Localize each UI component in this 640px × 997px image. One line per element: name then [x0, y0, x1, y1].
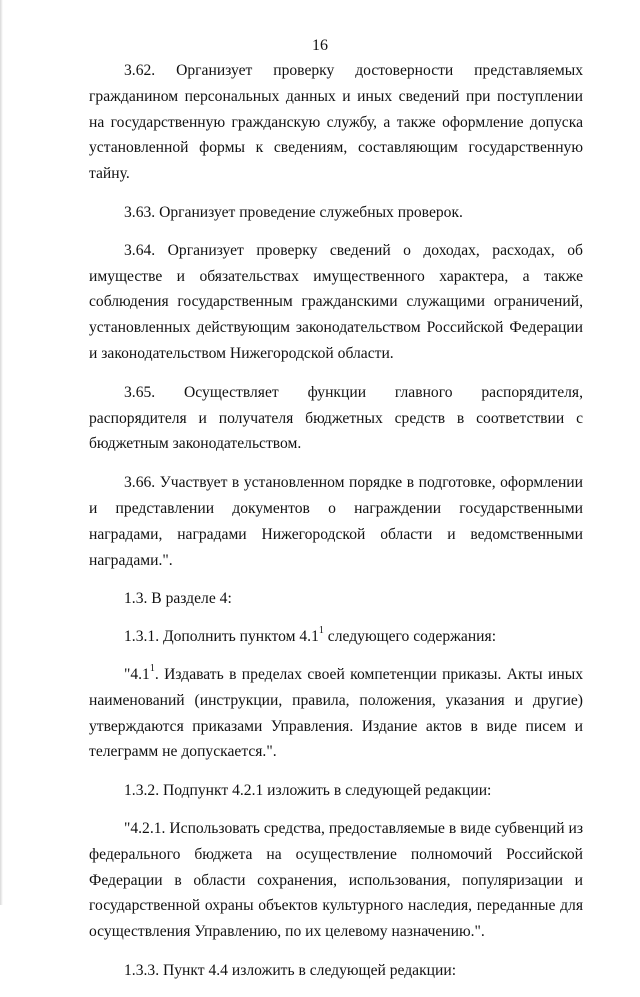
paragraph-4-1-1-lead: "4.1 [124, 665, 150, 683]
paragraph-1-3-3: 1.3.3. Пункт 4.4 изложить в следующей редакции: [124, 961, 457, 979]
superscript-marker: 1 [149, 662, 155, 674]
document-body [89, 58, 583, 997]
paragraph-1-3-2: 1.3.2. Подпункт 4.2.1 изложить в следующей редакции: [124, 782, 492, 800]
paragraph-3-62: 3.62. Организует проверку достоверности представляемых гражданином персональных данных и иных сведений при поступлении на государственную гражданскую службу, а также оформление допуска установленной формы к сведениям, составляющим государственную тайну. [89, 62, 583, 183]
scan-edge-shadow [0, 0, 3, 905]
paragraph-3-65: 3.65. Осуществляет функции главного распорядителя, распорядителя и получателя бюджетных средств в соответствии с бюджетным законодательством. [89, 383, 583, 453]
paragraph-3-66: 3.66. Участвует в установленном порядке в подготовке, оформлении и представлении документов о награждении государственными наградами, наградами Нижегородской области и ведомственными наградами.". [89, 474, 583, 569]
paragraph-1-3-1-text: 1.3.1. Дополнить пунктом 4.1 [124, 628, 319, 646]
paragraph-4-2-1: "4.2.1. Использовать средства, предоставляемые в виде субвенций из федерального бюджета на осуществление полномочий Российской Федерации в области сохранения, использования, популяризации и государственной охраны объектов культурного наследия, переданные для осуществления Управлению, по их целевому назначению.". [89, 819, 583, 941]
paragraph-1-3-1-tail: следующего содержания: [323, 628, 497, 646]
paragraph-3-63: 3.63. Организует проведение служебных проверок. [124, 203, 463, 221]
paragraph-1-3-1 [89, 624, 583, 650]
page-number: 16 [312, 37, 328, 54]
paragraph-3-64: 3.64. Организует проверку сведений о доходах, расходах, об имуществе и обязательствах имущественного характера, а также соблюдения государственным гражданскими служащими ограничений, установленных действующим законодательством Российской Федерации и законодательством Нижегородской области. [89, 241, 583, 362]
paragraph-1-3: 1.3. В разделе 4: [124, 590, 232, 608]
superscript-marker: 1 [318, 624, 324, 636]
paragraph-4-1-1-text: . Издавать в пределах своей компетенции приказы. Акты иных наименований (инструкции, правила, положения, указания и другие) утверждаются приказами Управления. Издание актов в виде писем и телеграмм не допускается.". [89, 665, 583, 761]
paragraph-4-1-1 [89, 662, 583, 765]
